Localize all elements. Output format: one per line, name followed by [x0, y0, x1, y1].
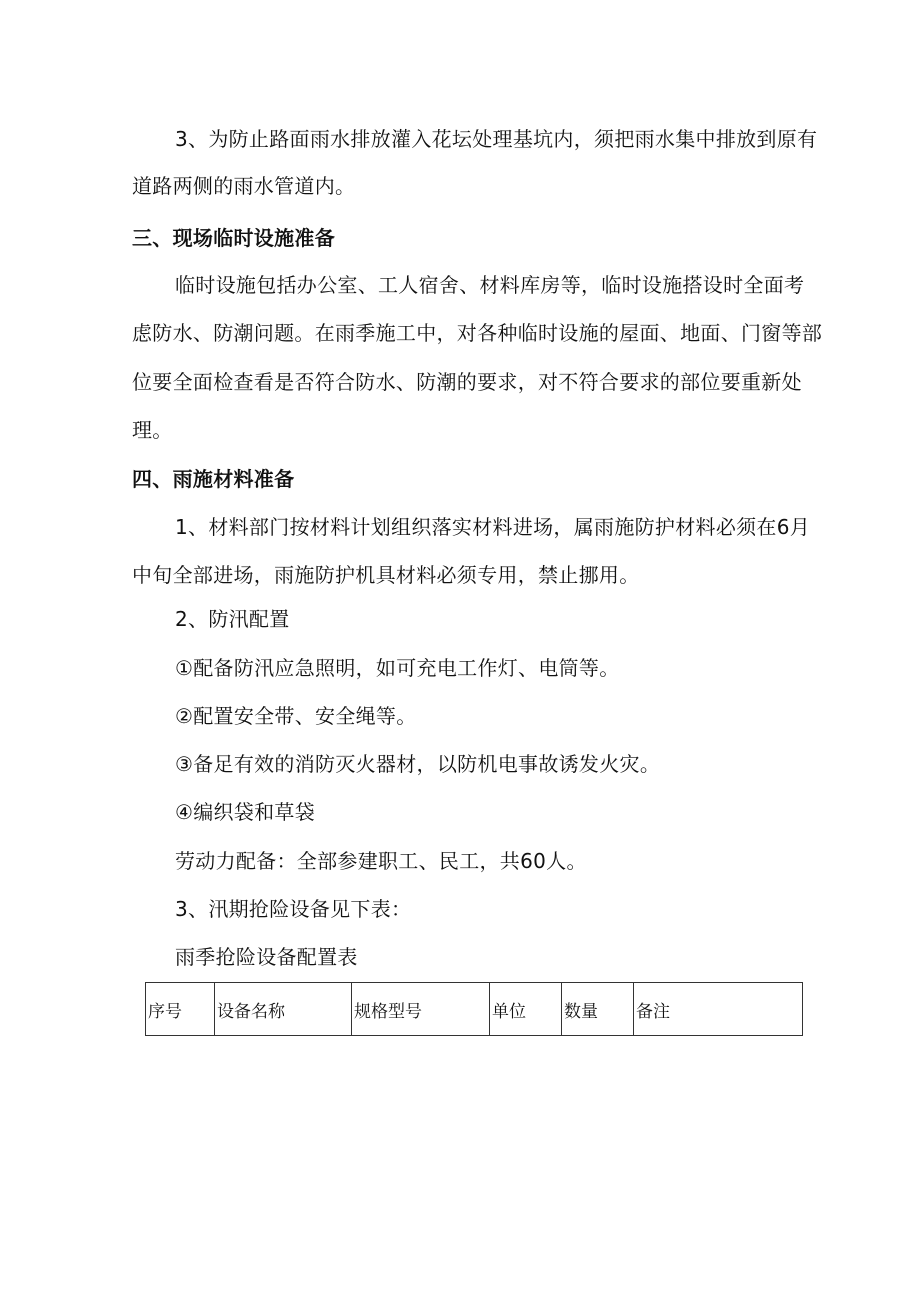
table-header-cell: 单位: [490, 983, 562, 1036]
table-header-cell: 备注: [634, 983, 803, 1036]
section-heading: 四、雨施材料准备: [132, 467, 295, 491]
paragraph-line: 虑防水、防潮问题。在雨季施工中，对各种临时设施的屋面、地面、门窗等部: [132, 321, 823, 345]
table-header-row: [146, 983, 803, 1036]
paragraph-line: 3、为防止路面雨水排放灌入花坛处理基坑内，须把雨水集中排放到原有: [175, 127, 818, 151]
table-header-cell: 序号: [146, 983, 215, 1036]
paragraph-line: 2、防汛配置: [175, 607, 290, 631]
paragraph-line: 道路两侧的雨水管道内。: [132, 174, 356, 198]
equipment-table: [145, 982, 803, 1036]
paragraph-line: 位要全面检查看是否符合防水、防潮的要求，对不符合要求的部位要重新处: [132, 370, 802, 394]
paragraph-line: 1、材料部门按材料计划组织落实材料进场，属雨施防护材料必须在6月: [175, 515, 811, 539]
list-item: ③备足有效的消防灭火器材，以防机电事故诱发火灾。: [175, 752, 661, 776]
table-caption: 雨季抢险设备配置表: [175, 945, 358, 969]
table-header-cell: 设备名称: [215, 983, 352, 1036]
list-item: ②配置安全带、安全绳等。: [175, 704, 417, 728]
paragraph-line: 理。: [132, 418, 173, 442]
list-item: ①配备防汛应急照明，如可充电工作灯、电筒等。: [175, 656, 620, 680]
table-header-cell: 规格型号: [352, 983, 490, 1036]
table-header-cell: 数量: [562, 983, 634, 1036]
paragraph-line: 中旬全部进场，雨施防护机具材料必须专用，禁止挪用。: [132, 563, 640, 587]
list-item: ④编织袋和草袋: [175, 800, 316, 824]
paragraph-line: 临时设施包括办公室、工人宿舍、材料库房等，临时设施搭设时全面考: [175, 273, 805, 297]
paragraph-line: 3、汛期抢险设备见下表：: [175, 897, 412, 921]
section-heading: 三、现场临时设施准备: [132, 226, 335, 250]
paragraph-line: 劳动力配备：全部参建职工、民工，共60人。: [175, 849, 587, 873]
